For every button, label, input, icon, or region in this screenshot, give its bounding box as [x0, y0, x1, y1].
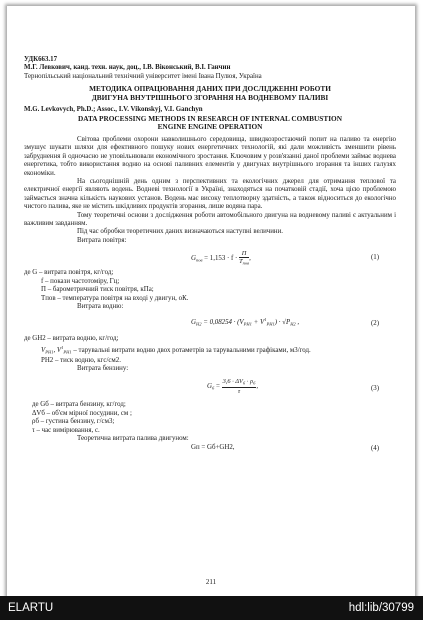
formula-2-expression: $G_{H2} = 0,08254 \cdot (V_{РН1} + V^1_{РН1}) \cdot √P_{H2}$ ,	[191, 317, 300, 327]
paragraph-3: Тому теоретичні основи з дослідження роботи автомобільного двигуна на водневому паливі є актуальним і важливим завданням.	[24, 211, 396, 228]
paragraph-2: На сьогоднішній день одним з перспективних та екологічних джерел для отримання теплової та електричної енергії являють водень. Водневі технології в Україні, знаходяться на початковій стадії, хоча цією проблемою займається значна кількість наукових установ. Водень має високу теплотворну здатність, а також відноситься до екологічно чистого палива, яке не містить шкідливих продуктів згорання, лише водяна пара.	[24, 178, 396, 211]
formula-1-fraction: $\frac{П}{T_{пов}}$	[239, 250, 250, 266]
air-def-line: де G – витрата повітря, кг/год;	[24, 269, 114, 277]
water-def-1: де GH2 – витрата водню, кг/год;	[24, 335, 119, 343]
paragraph-1: Світова проблеми охорони навколишнього середовища, швидкозростаючий попит на паливо та енергію змушує шукати шляхи для ефективного пошуку нових енергетичних технологій, які дали можливість зменшити рівень забруднення й одночасно не уповільнювали економічного зростання. Ключовим у розв'язанні даної проблеми займає воднева енергетика, тобто використання водню на основі паливних елементів у двигунах внутрішнього згорання та інших галузях економіки.	[24, 136, 396, 177]
formula-1-number: (1)	[370, 254, 379, 262]
formula-4-expression: Gп = Gб+GH2,	[191, 444, 235, 452]
authors-en: M.G. Levkovych, Ph.D.; Assoc., I.V. Vikonskyj, V.I. Ganchyn	[24, 106, 203, 114]
repository-name[interactable]: ELARTU	[8, 602, 54, 614]
formula-3-number: (3)	[370, 385, 379, 393]
fuel-def-line: ρб – густина бензину, г/см3;	[32, 418, 115, 426]
title-ua-line-2: ДВИГУНА ВНУТРІШНЬОГО ЗГОРАННЯ НА ВОДНЕВОМУ ПАЛИВІ	[91, 92, 329, 102]
air-def-line: f – покази частотоміру, Гц;	[41, 277, 120, 285]
total-heading: Теоретична витрата палива двигуном:	[77, 435, 189, 443]
formula-3-expression: $G_б$ = $\frac{3,6 \cdot \Delta V_б \cdot \rho_б}{\tau}$ ,	[207, 378, 259, 395]
page-number: 211	[205, 578, 217, 586]
air-definitions	[24, 269, 396, 303]
fuel-def-line: ΔVб – об'єм мірної посудини, см ;	[32, 409, 132, 417]
formula-1-expression: $G_{пов} = 1,153 \cdot f$ · $\frac{П}{T_{пов}}$ ,	[191, 250, 251, 266]
formula-3	[24, 376, 396, 398]
paragraph-4: Під час обробки теоретичних даних визначаються наступні величини.	[77, 228, 284, 236]
air-heading: Витрата повітря:	[77, 236, 127, 244]
title-en-line-2: ENGINE ENGINE OPERATION	[157, 122, 263, 132]
title-ua-line-1: МЕТОДИКА ОПРАЦЮВАННЯ ДАНИХ ПРИ ДОСЛІДЖЕННІ РОБОТИ	[89, 84, 331, 94]
fuel-def-line: τ – час вимірювання, с.	[32, 426, 100, 434]
fuel-definitions	[24, 401, 396, 435]
authors-ua: М.Г. Левкович, канд. техн. наук, доц., І.В. Віконський, В.І. Ганчин	[24, 64, 231, 72]
formula-4-number: (4)	[370, 445, 379, 453]
formula-2	[24, 314, 396, 332]
formula-1	[24, 248, 396, 266]
udk-code: УДК663.17	[24, 56, 58, 63]
formula-4	[24, 444, 396, 455]
water-def-2: $V_{РН1}$, $V^1_{РН1}$ – тарувальні витрати водню двох ротаметрів за тарувальними графіками, м3/год.	[41, 344, 311, 355]
formula-3-fraction: $\frac{3,6 \cdot \Delta V_б \cdot \rho_б}{\tau}$	[222, 378, 256, 395]
water-def-3: PH2 – тиск водню, кгс/см2.	[41, 356, 121, 364]
air-def-line: П – барометричний тиск повітря, кПа;	[41, 286, 154, 294]
fuel-def-line: де Gб – витрата бензину, кг/год;	[32, 401, 126, 409]
document-page	[7, 6, 415, 596]
formula-2-number: (2)	[370, 320, 379, 328]
water-heading: Витрата водню:	[77, 302, 124, 310]
repository-footer	[0, 596, 423, 620]
affiliation: Тернопільський національний технічний університет імені Івана Пулюя, Україна	[24, 72, 262, 80]
air-def-line: Tпов – температура повітря на вході у двигун, оК.	[41, 294, 189, 302]
fuel-heading: Витрата бензину:	[77, 365, 129, 373]
page-content	[24, 56, 396, 458]
title-en-line-1: DATA PROCESSING METHODS IN RESEARCH OF INTERNAL COMBUSTION	[77, 113, 342, 123]
handle-link[interactable]: hdl:lib/30799	[348, 602, 414, 614]
